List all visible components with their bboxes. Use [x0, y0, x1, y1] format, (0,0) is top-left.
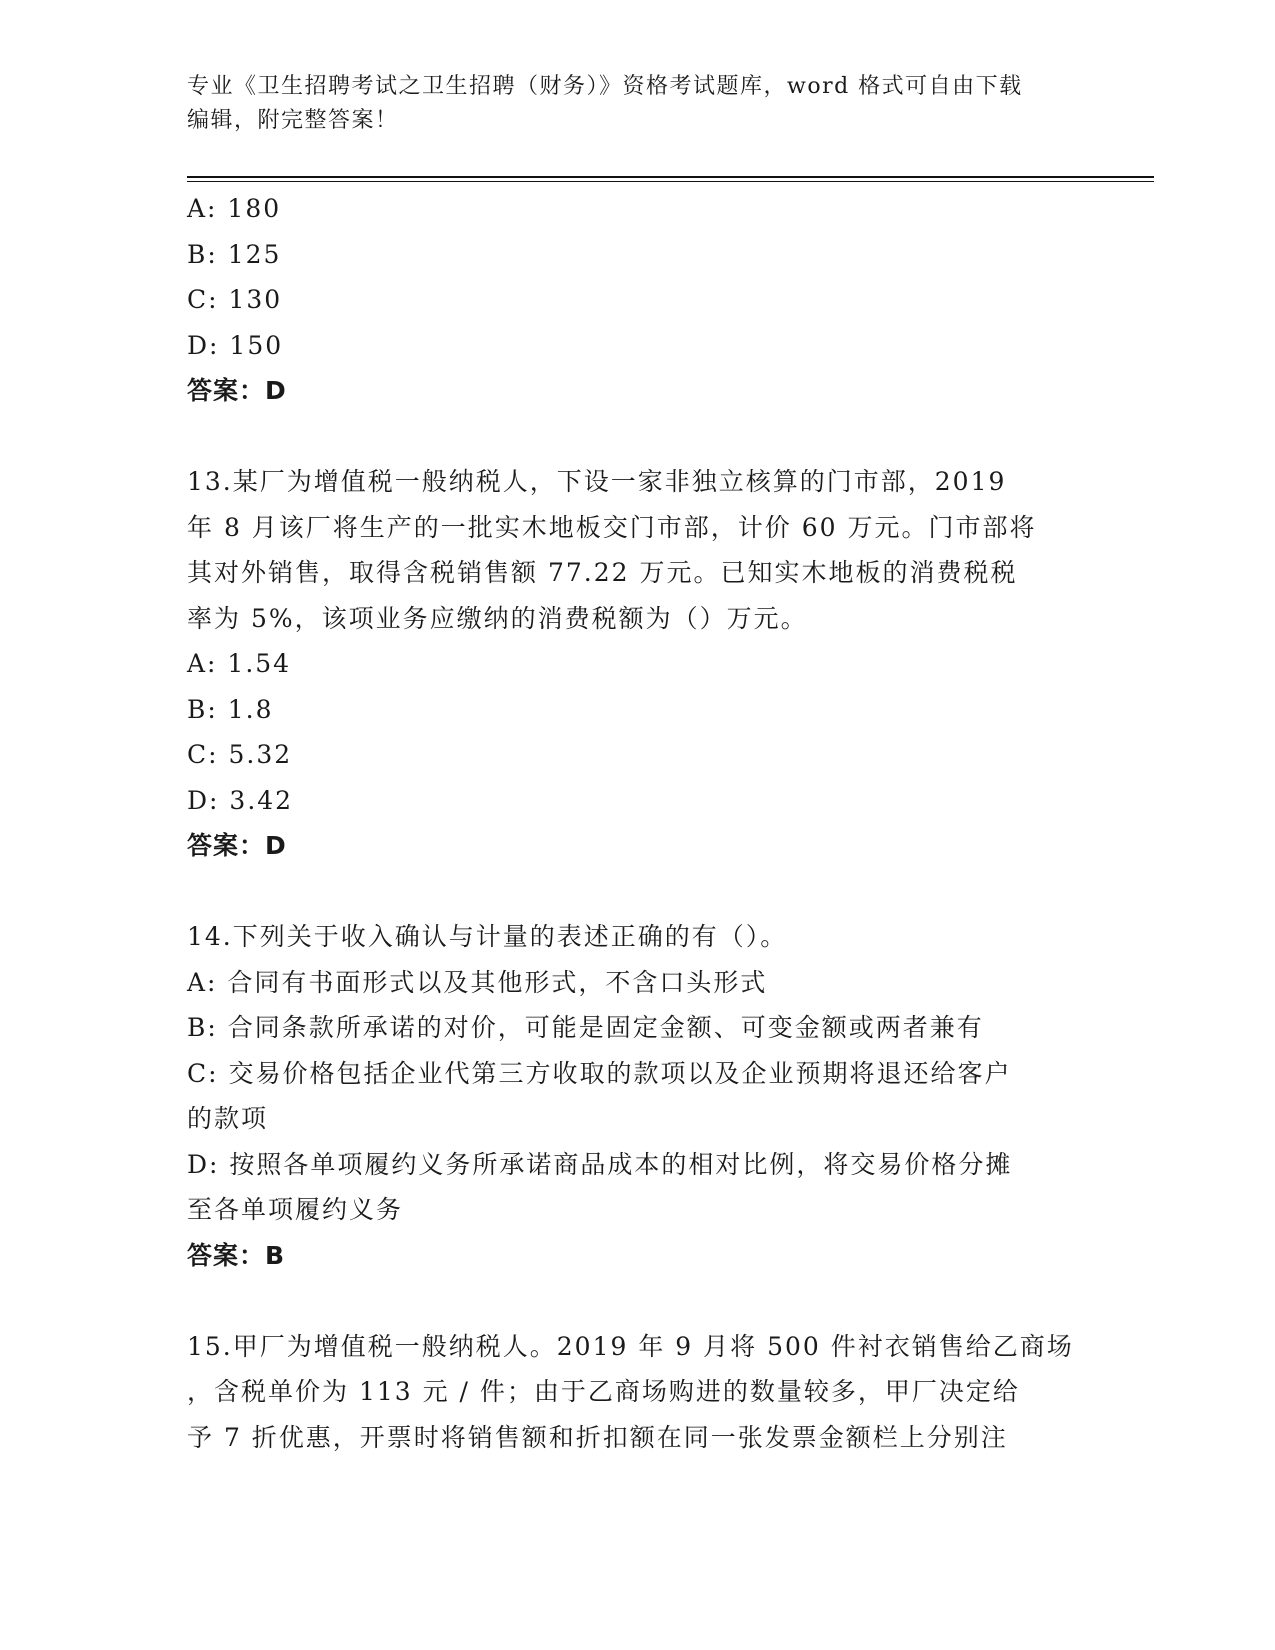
option-b: B: 125 — [187, 239, 282, 269]
option-a: A: 180 — [187, 194, 282, 223]
spacer — [187, 1278, 1087, 1324]
question-13 — [187, 459, 1087, 869]
answer: 答案：D — [187, 376, 287, 405]
question-15 — [187, 1324, 1087, 1461]
option-d: D: 按照各单项履约义务所承诺商品成本的相对比例，将交易价格分摊 — [187, 1149, 1013, 1179]
option-d: D: 3.42 — [187, 785, 294, 815]
header-divider-thick — [187, 176, 1154, 178]
document-header — [187, 70, 1087, 138]
spacer — [187, 414, 1087, 460]
option-a: A: 1.54 — [187, 649, 292, 678]
header-line-1: 专业《卫生招聘考试之卫生招聘（财务）》资格考试题库，word 格式可自由下载 — [187, 74, 1023, 99]
question-stem-line: 14.下列关于收入确认与计量的表述正确的有（）。 — [187, 922, 788, 951]
question-stem-line: 其对外销售，取得含税销售额 77.22 万元。已知实木地板的消费税税 — [187, 558, 1018, 587]
option-c: C: 交易价格包括企业代第三方收取的款项以及企业预期将退还给客户 — [187, 1058, 1012, 1088]
question-stem-line: 15.甲厂为增值税一般纳税人。2019 年 9 月将 500 件衬衣销售给乙商场 — [187, 1331, 1074, 1361]
answer: 答案：B — [187, 1240, 286, 1270]
question-12 — [187, 186, 1087, 414]
option-c: C: 5.32 — [187, 740, 293, 769]
option-d: D: 150 — [187, 330, 284, 360]
answer: 答案：D — [187, 831, 287, 860]
question-stem-line: 率为 5%，该项业务应缴纳的消费税额为（）万元。 — [187, 603, 808, 633]
question-stem-line: 13.某厂为增值税一般纳税人，下设一家非独立核算的门市部，2019 — [187, 467, 1007, 496]
option-b: B: 合同条款所承诺的对价，可能是固定金额、可变金额或两者兼有 — [187, 1013, 984, 1042]
question-stem-line: ，含税单价为 113 元 / 件；由于乙商场购进的数量较多，甲厂决定给 — [187, 1377, 1020, 1406]
option-b: B: 1.8 — [187, 694, 274, 724]
header-divider-thin — [187, 181, 1154, 182]
question-14 — [187, 914, 1087, 1278]
question-stem-line: 予 7 折优惠，开票时将销售额和折扣额在同一张发票金额栏上分别注 — [187, 1422, 1008, 1452]
question-stem-line: 年 8 月该厂将生产的一批实木地板交门市部，计价 60 万元。门市部将 — [187, 512, 1037, 542]
header-line-2: 编辑，附完整答案！ — [187, 108, 399, 133]
option-c-continued: 的款项 — [187, 1104, 269, 1133]
spacer — [187, 869, 1087, 915]
option-c: C: 130 — [187, 285, 283, 314]
option-d-continued: 至各单项履约义务 — [187, 1195, 404, 1224]
option-a: A: 合同有书面形式以及其他形式，不含口头形式 — [187, 967, 768, 997]
question-list — [187, 186, 1087, 1460]
